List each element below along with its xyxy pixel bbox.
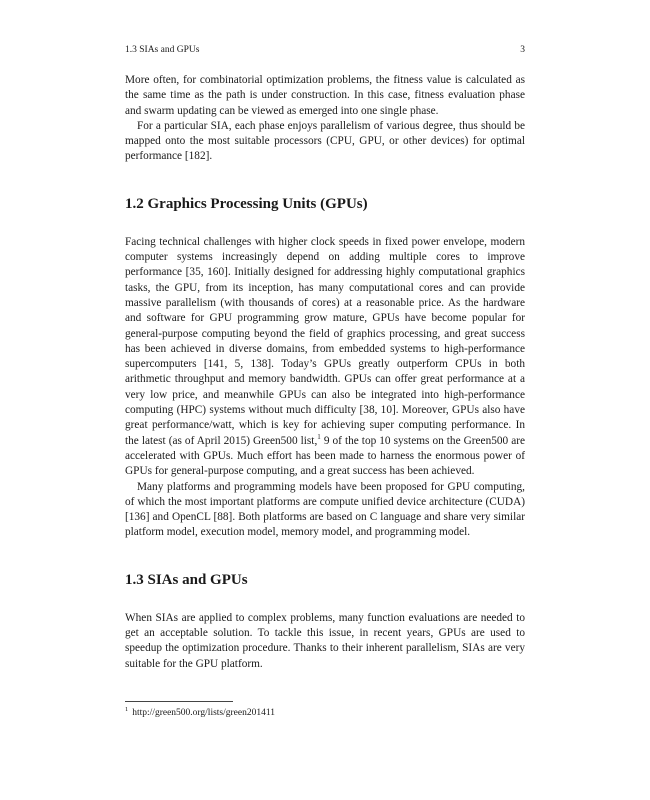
- running-head: [125, 44, 525, 56]
- running-head-section: 1.3 SIAs and GPUs: [125, 45, 200, 55]
- gpus-paragraph-1-text-b: 9 of the top 10 systems on the Green500 are accelerated with GPUs. Much effort has been made to harness the enormous power of GPUs for general-purpose computing, and a great success has been achieved.: [125, 434, 525, 478]
- gpus-paragraph-1-text-a: Facing technical challenges with higher clock speeds in fixed power envelope, modern computer systems increasingly depend on adding multiple cores to improve performance [35, 160]. Initially designed for addressing highly computational graphics tasks, the GPU, from its inception, has many computational cores and can provide massive parallelism (with thousands of cores) at a reasonable price. As the hardware and software for GPU programming grow mature, GPUs have become popular for general-purpose computing beyond the field of graphics processing, and great success has been achieved in diverse domains, from embedded systems to high-performance supercomputers [141, 5, 138]. Today’s GPUs greatly outperform CPUs in both arithmetic throughput and memory bandwidth. GPUs can offer great performance at a very low price, and meanwhile GPUs can also be integrated into high-performance computing (HPC) systems without much difficulty [38, 10]. Moreover, GPUs also have great performance/watt, which is key for achieving super computing performance. In the latest (as of April 2015) Green500 list,: [125, 235, 525, 447]
- footnote-url[interactable]: http://green500.org/lists/green201411: [132, 707, 275, 718]
- intro-paragraph-2: For a particular SIA, each phase enjoys parallelism of various degree, thus should be mapped onto the most suitable processors (CPU, GPU, or other devices) for optimal performance [182].: [125, 119, 525, 163]
- footnote: [125, 707, 525, 719]
- footnote-divider: [125, 701, 233, 702]
- intro-paragraph-1: More often, for combinatorial optimization problems, the fitness value is calculated as the same time as the path is under construction. In this case, fitness evaluation phase and swarm updating can be viewed as emerged into one single phase.: [125, 74, 525, 117]
- page-number: 3: [520, 45, 525, 55]
- gpus-paragraph-1: [125, 235, 525, 480]
- footnote-marker: 1: [125, 705, 129, 713]
- section-heading-gpus: 1.2 Graphics Processing Units (GPUs): [125, 195, 368, 212]
- gpus-paragraph-2: Many platforms and programming models have been proposed for GPU computing, of which the most important platforms are compute unified device architecture (CUDA) [136] and OpenCL [88]. Both platforms are based on C language and share very similar platform model, execution model, memory model, and programming model.: [125, 480, 525, 539]
- section-heading-sias: 1.3 SIAs and GPUs: [125, 571, 248, 588]
- sias-paragraph-1: When SIAs are applied to complex problems, many function evaluations are needed to get an acceptable solution. To tackle this issue, in recent years, GPUs are used to speedup the optimization procedure. Thanks to their inherent parallelism, SIAs are very suitable for the GPU platform.: [125, 611, 525, 670]
- document-page: [125, 44, 525, 719]
- footnote-reference[interactable]: 1: [317, 432, 321, 441]
